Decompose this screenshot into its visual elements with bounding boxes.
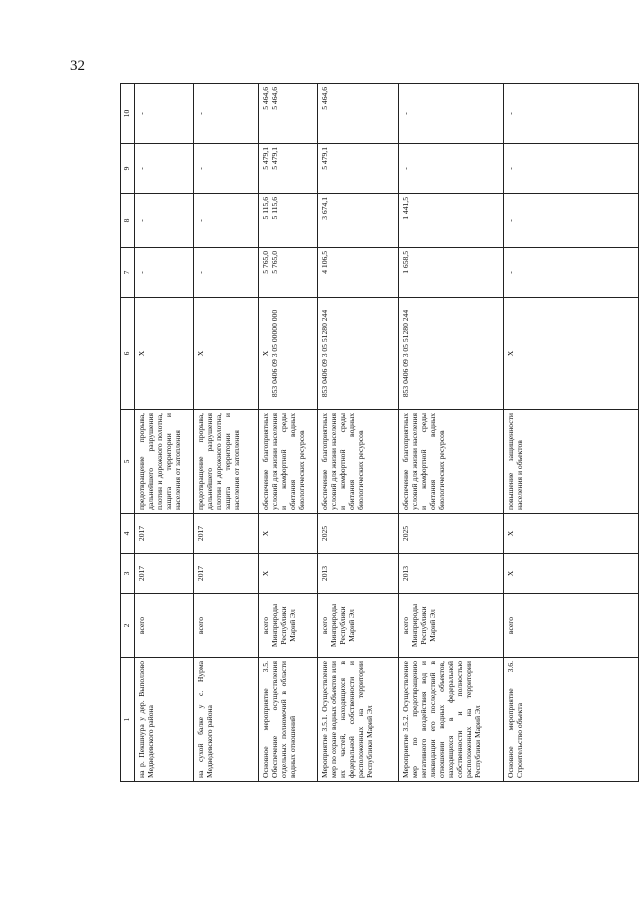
- cell-v10: -: [194, 84, 259, 144]
- cell-v8: 3 674,1: [318, 194, 399, 248]
- cell-start: X: [259, 554, 318, 594]
- cell-name: Основное мероприятие 3.5. Обеспечение осуществления отдельных полномочий в области водных отношений: [259, 658, 318, 782]
- cell-source: всего: [135, 594, 194, 658]
- page-number: 32: [70, 58, 85, 74]
- col-header: 7: [121, 248, 135, 298]
- cell-source-ministry: Минприроды Республики Марий Эл: [329, 603, 356, 648]
- cell-code: 853 0406 09 3 05 51280 244: [399, 298, 504, 410]
- cell-v9: 5 479,1: [318, 144, 399, 194]
- cell-v9: [259, 144, 318, 194]
- cell-code-total: X: [261, 350, 270, 357]
- cell-v10-total: 5 464,6: [261, 87, 270, 110]
- cell-v10: 5 464,6: [318, 84, 399, 144]
- cell-result: повышение защищенности населения и объектов: [504, 410, 639, 514]
- cell-start: 2013: [318, 554, 399, 594]
- rotated-table-wrapper: [120, 84, 628, 782]
- cell-v9-total: 5 479,1: [261, 147, 270, 170]
- cell-v10: -: [135, 84, 194, 144]
- cell-result: предотвращение прорыва, дальнейшего разрушения плотин и дорожного полотна, защита территории и населения от затопления: [135, 410, 194, 514]
- cell-code-ministry: 853 0406 09 3 05 00000 000: [270, 309, 279, 398]
- cell-v8: [259, 194, 318, 248]
- table-row: [259, 84, 318, 782]
- cell-end: 2017: [194, 514, 259, 554]
- cell-source-ministry: Минприроды Республики Марий Эл: [410, 603, 437, 648]
- cell-source: [318, 594, 399, 658]
- cell-source-total: всего: [261, 616, 270, 635]
- cell-source-ministry: Минприроды Республики Марий Эл: [270, 603, 297, 648]
- cell-v8: 1 441,5: [399, 194, 504, 248]
- cell-v7: -: [194, 248, 259, 298]
- cell-v8-ministry: 5 115,6: [270, 197, 279, 220]
- col-header: 2: [121, 594, 135, 658]
- cell-result: обеспечение благоприятных условий для жизни населения и комфортной среды обитания водных биологических ресурсов: [259, 410, 318, 514]
- cell-v9: -: [194, 144, 259, 194]
- cell-code: 853 0406 09 3 05 51280 244: [318, 298, 399, 410]
- cell-v8: -: [135, 194, 194, 248]
- cell-v7-total: 5 765,0: [261, 251, 270, 274]
- table-row: [135, 84, 194, 782]
- table-row: [399, 84, 504, 782]
- col-header: 3: [121, 554, 135, 594]
- cell-start: 2017: [194, 554, 259, 594]
- cell-start: 2017: [135, 554, 194, 594]
- cell-v8-total: 5 115,6: [261, 197, 270, 220]
- cell-end: X: [504, 514, 639, 554]
- col-header: 5: [121, 410, 135, 514]
- cell-v7: -: [135, 248, 194, 298]
- cell-code: X: [504, 298, 639, 410]
- cell-name: Мероприятие 3.5.1. Осуществление мер по охране водных объектов или их частей, находящихся в федеральной собственности и расположенных на территории Республики Марий Эл: [318, 658, 399, 782]
- cell-start: 2013: [399, 554, 504, 594]
- col-header: 6: [121, 298, 135, 410]
- cell-end: 2025: [318, 514, 399, 554]
- cell-source: [399, 594, 504, 658]
- col-header: 1: [121, 658, 135, 782]
- cell-source: всего: [504, 594, 639, 658]
- cell-v10-ministry: 5 464,6: [270, 87, 279, 110]
- cell-name: Мероприятие 3.5.2. Осуществление мер по предотвращению негативного воздействия вод и ликвидации его последствий в отношении водных объектов, находящихся в федеральной собственности и полностью расположенных на территории Республики Марий Эл: [399, 658, 504, 782]
- col-header: 8: [121, 194, 135, 248]
- col-header: 4: [121, 514, 135, 554]
- cell-v10: -: [399, 84, 504, 144]
- cell-name: на р. Пекшнура у дер. Выползово Медведевского района: [135, 658, 194, 782]
- cell-v7: 4 106,5: [318, 248, 399, 298]
- cell-end: 2025: [399, 514, 504, 554]
- cell-v9: -: [504, 144, 639, 194]
- cell-v7-ministry: 5 765,0: [270, 251, 279, 274]
- cell-code: X: [194, 298, 259, 410]
- cell-source-total: всего: [320, 616, 329, 635]
- cell-code: [259, 298, 318, 410]
- cell-v7: 1 658,5: [399, 248, 504, 298]
- cell-start: X: [504, 554, 639, 594]
- cell-v8: -: [194, 194, 259, 248]
- cell-result: обеспечение благоприятных условий для жизни населения и комфортной среды обитания водных биологических ресурсов: [399, 410, 504, 514]
- col-header: 9: [121, 144, 135, 194]
- table-row: [504, 84, 639, 782]
- cell-code: X: [135, 298, 194, 410]
- cell-v10: [259, 84, 318, 144]
- cell-v7: -: [504, 248, 639, 298]
- cell-result: предотвращение прорыва, дальнейшего разрушения плотин и дорожного полотна, защита территории и населения от затопления: [194, 410, 259, 514]
- cell-name: на сухой балке у с. Нурма Медведевского района: [194, 658, 259, 782]
- table-row: [318, 84, 399, 782]
- cell-v7: [259, 248, 318, 298]
- cell-v9-ministry: 5 479,1: [270, 147, 279, 170]
- col-header: 10: [121, 84, 135, 144]
- cell-result: обеспечение благоприятных условий для жизни населения и комфортной среды обитания водных биологических ресурсов: [318, 410, 399, 514]
- budget-table: [120, 83, 639, 782]
- cell-v9: -: [399, 144, 504, 194]
- cell-source-total: всего: [401, 616, 410, 635]
- cell-end: X: [259, 514, 318, 554]
- cell-v8: -: [504, 194, 639, 248]
- header-row: [121, 84, 135, 782]
- cell-source: всего: [194, 594, 259, 658]
- table-row: [194, 84, 259, 782]
- cell-v10: -: [504, 84, 639, 144]
- cell-v9: -: [135, 144, 194, 194]
- cell-end: 2017: [135, 514, 194, 554]
- cell-source: [259, 594, 318, 658]
- cell-name: Основное мероприятие 3.6. Строительство объекта: [504, 658, 639, 782]
